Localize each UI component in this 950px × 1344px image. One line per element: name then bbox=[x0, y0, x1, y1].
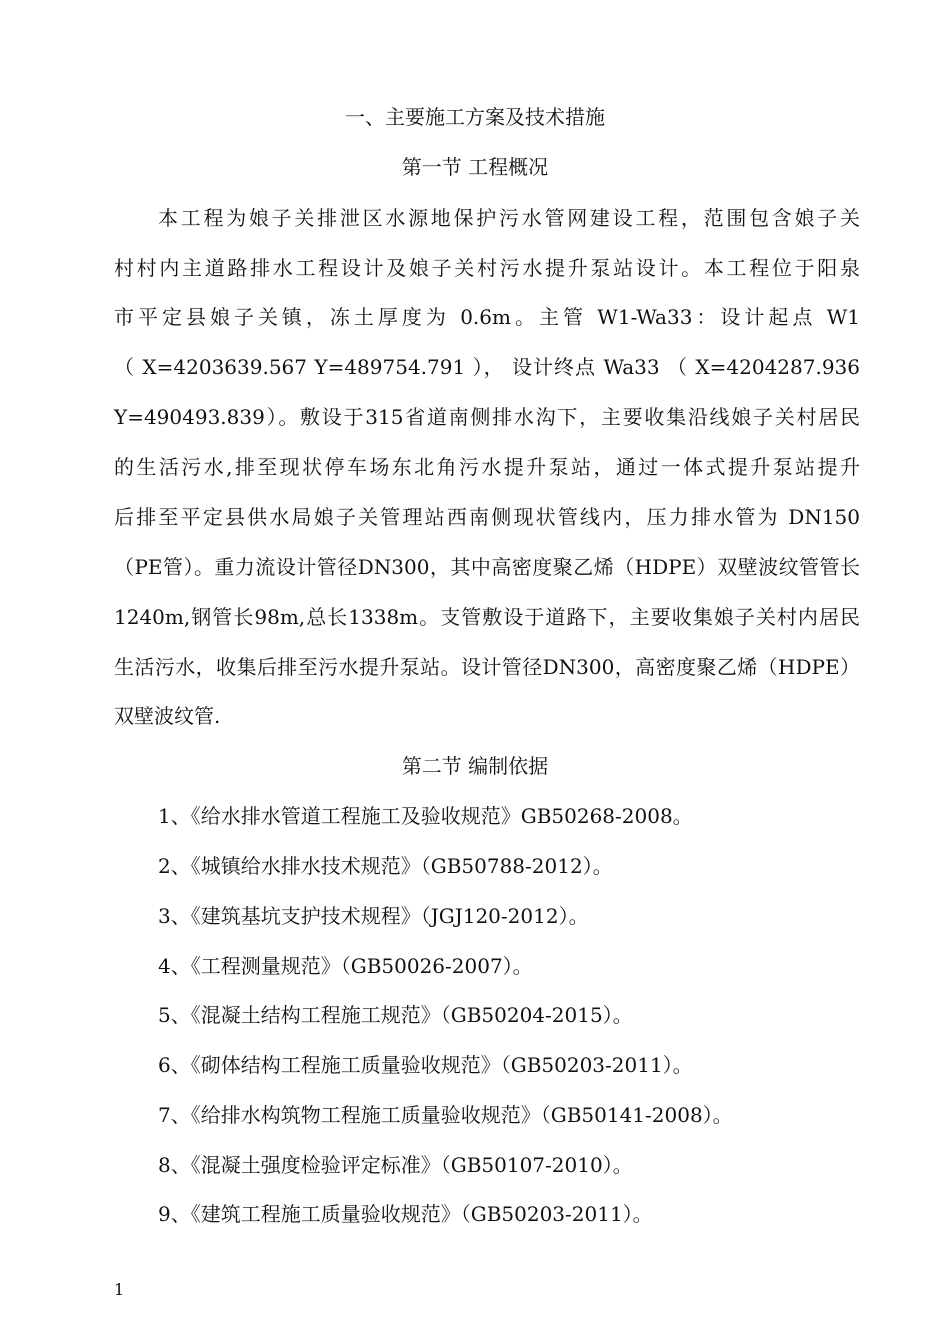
body-line: （PE管）。重力流设计管径DN300，其中高密度聚乙烯（HDPE）双壁波纹管管长 bbox=[114, 555, 860, 579]
body-line: 的生活污水,排至现状停车场东北角污水提升泵站，通过一体式提升泵站提升 bbox=[114, 455, 860, 479]
reference-item: 9、《建筑工程施工质量验收规范》（GB50203-2011）。 bbox=[158, 1202, 653, 1226]
section-2-title: 第二节 编制依据 bbox=[401, 754, 549, 778]
body-line: 1240m,钢管长98m,总长1338m。支管敷设于道路下，主要收集娘子关村内居民 bbox=[114, 605, 860, 629]
body-line: 后排至平定县供水局娘子关管理站西南侧现状管线内，压力排水管为 DN150 bbox=[114, 505, 860, 529]
body-line: 本工程为娘子关排泄区水源地保护污水管网建设工程，范围包含娘子关 bbox=[158, 206, 860, 230]
reference-item: 5、《混凝土结构工程施工规范》（GB50204-2015）。 bbox=[158, 1003, 633, 1027]
body-line: （ X=4203639.567 Y=489754.791 ）， 设计终点 Wa33 （ X=4204287.936 bbox=[114, 355, 860, 379]
body-line: 双壁波纹管. bbox=[114, 704, 221, 728]
reference-item: 8、《混凝土强度检验评定标准》（GB50107-2010）。 bbox=[158, 1153, 633, 1177]
body-line: 生活污水，收集后排至污水提升泵站。设计管径DN300，高密度聚乙烯（HDPE） bbox=[114, 655, 860, 679]
body-line: 市平定县娘子关镇，冻土厚度为 0.6m。主管 W1-Wa33：设计起点 W1 bbox=[114, 305, 860, 329]
reference-item: 3、《建筑基坑支护技术规程》（JGJ120-2012）。 bbox=[158, 904, 589, 928]
body-line: 村村内主道路排水工程设计及娘子关村污水提升泵站设计。本工程位于阳泉 bbox=[114, 256, 860, 280]
reference-item: 1、《给水排水管道工程施工及验收规范》GB50268-2008。 bbox=[158, 804, 693, 828]
reference-item: 6、《砌体结构工程施工质量验收规范》（GB50203-2011）。 bbox=[158, 1053, 693, 1077]
reference-item: 7、《给排水构筑物工程施工质量验收规范》（GB50141-2008）。 bbox=[158, 1103, 733, 1127]
reference-item: 4、《工程测量规范》（GB50026-2007）。 bbox=[158, 954, 533, 978]
page-number: 1 bbox=[114, 1280, 125, 1299]
body-line: Y=490493.839）。敷设于315省道南侧排水沟下，主要收集沿线娘子关村居民 bbox=[114, 405, 860, 429]
chapter-title: 一、主要施工方案及技术措施 bbox=[345, 105, 605, 129]
reference-item: 2、《城镇给水排水技术规范》（GB50788-2012）。 bbox=[158, 854, 613, 878]
section-1-title: 第一节 工程概况 bbox=[401, 155, 549, 179]
